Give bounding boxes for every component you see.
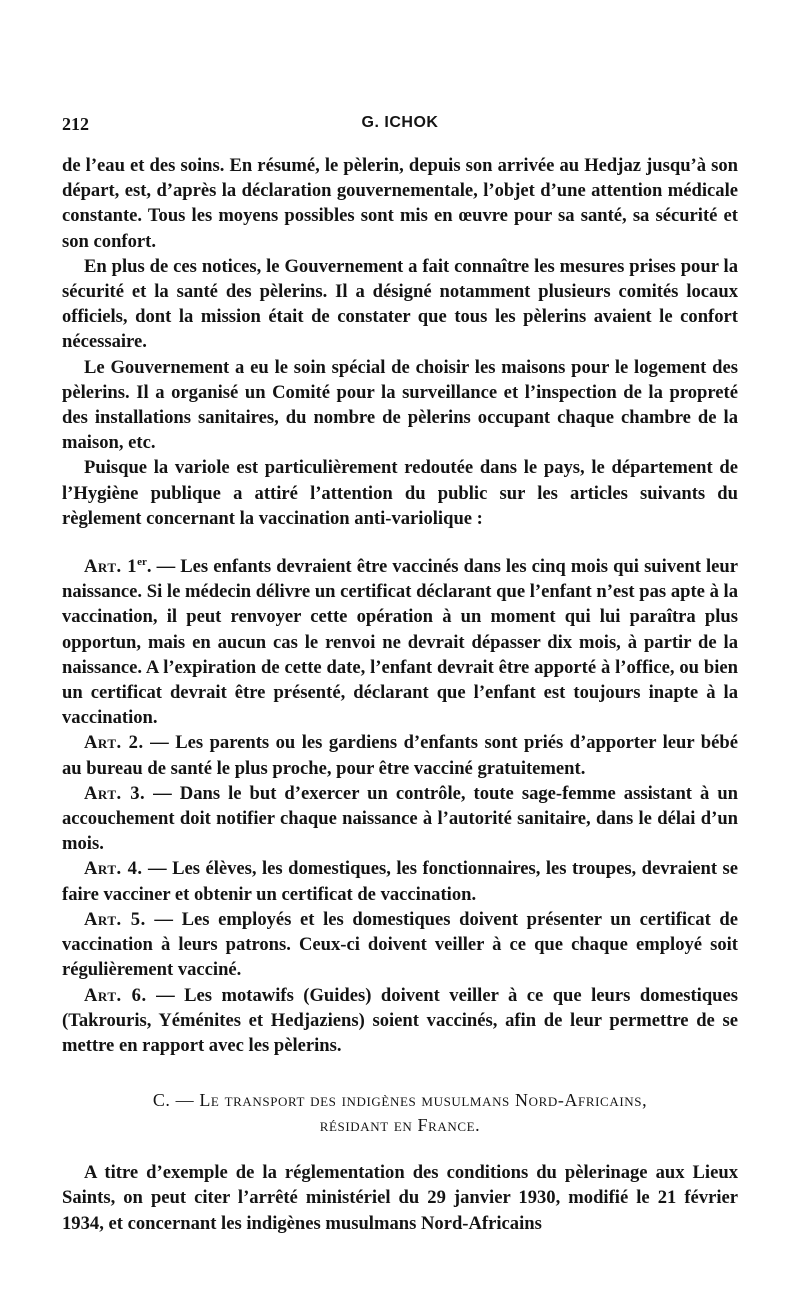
paragraph-variola: Puisque la variole est particulièrement redoutée dans le pays, le département de l’Hygiène publique a attiré l’attention du public sur les articles suivants du règlement concernant la vaccination anti-variolique : bbox=[62, 457, 738, 529]
paragraph-housing: Le Gouvernement a eu le soin spécial de choisir les maisons pour le logement des pèlerins. Il a organisé un Comité pour la surveillance et l’inspection de la propreté des installations sanitaires, du nombre de pèlerins occupant chaque chambre de la maison, etc. bbox=[62, 356, 738, 454]
article-label: Art. 6. bbox=[84, 984, 147, 1006]
article-2 bbox=[62, 730, 738, 780]
article-6 bbox=[62, 983, 738, 1059]
article-label: Art. 5. bbox=[84, 908, 146, 930]
article-4 bbox=[62, 856, 738, 906]
article-label: Art. 3. bbox=[84, 782, 146, 804]
paragraph-government-notices: En plus de ces notices, le Gouvernement a fait connaître les mesures prises pour la sécurité et la santé des pèlerins. Il a désigné notamment plusieurs comités locaux officiels, dont la mission était de constater que tous les pèlerins avaient le confort nécessaire. bbox=[62, 255, 738, 353]
article-5 bbox=[62, 907, 738, 983]
article-label: Art. 2. bbox=[84, 732, 144, 754]
page-number: 212 bbox=[62, 114, 89, 134]
paragraph-closing: A titre d’exemple de la réglementation des conditions du pèlerinage aux Lieux Saints, on peut citer l’arrêté ministériel du 29 janvier 1930, modifié le 21 février 1934, et concernant les indigènes musulmans Nord-Africains bbox=[62, 1162, 738, 1234]
section-heading-line-2: résidant en France. bbox=[319, 1115, 481, 1136]
article-label: Art. 1 bbox=[84, 556, 138, 578]
article-text: — Les élèves, les domestiques, les fonctionnaires, les troupes, devraient se faire vacciner et obtenir un certificat de vaccination. bbox=[62, 858, 738, 905]
article-superscript: er bbox=[137, 555, 147, 568]
article-text: . — Les enfants devraient être vaccinés dans les cinq mois qui suivent leur naissance. Si le médecin délivre un certificat déclarant que l’enfant n’est pas apte à la vaccination, il peut renvoyer cette opération à un moment qui lui paraîtra plus opportun, mais en aucun cas le renvoi ne devrait dépasser dix mois, à partir de la naissance. A l’expiration de cette date, l’enfant devrait être apporté à l’office, ou bien un certificat devrait être présenté, déclarant que l’enfant est toujours inapte à la vaccination. bbox=[62, 556, 739, 729]
spacer bbox=[62, 1138, 738, 1160]
page-body bbox=[62, 153, 738, 1236]
page-header bbox=[62, 114, 738, 140]
article-label: Art. 4. bbox=[84, 858, 143, 880]
article-text: — Dans le but d’exercer un contrôle, toute sage-femme assistant à un accouchement doit notifier chaque naissance à l’autorité sanitaire, dans le délai d’un mois. bbox=[62, 782, 739, 855]
spacer bbox=[62, 531, 738, 554]
article-text: — Les employés et les domestiques doivent présenter un certificat de vaccination à leurs patrons. Ceux-ci doivent veiller à ce que chaque employé soit régulièrement vacciné. bbox=[62, 908, 738, 981]
spacer bbox=[62, 1058, 738, 1088]
running-title: G. ICHOK bbox=[361, 114, 439, 131]
article-1 bbox=[62, 554, 738, 730]
article-text: — Les motawifs (Guides) doivent veiller à ce que leurs domestiques (Takrouris, Yéménites et Hedjaziens) soient vaccinés, afin de leur permettre de se mettre en rapport avec les pèlerins. bbox=[62, 984, 738, 1056]
article-text: — Les parents ou les gardiens d’enfants sont priés d’apporter leur bébé au bureau de santé le plus proche, pour être vacciné gratuitement. bbox=[62, 732, 738, 779]
paragraph-continuation: de l’eau et des soins. En résumé, le pèlerin, depuis son arrivée au Hedjaz jusqu’à son départ, est, d’après la déclaration gouvernementale, l’objet d’une attention médicale constante. Tous les moyens possibles sont mis en œuvre pour sa santé, sa sécurité et son confort. bbox=[62, 155, 738, 252]
article-3 bbox=[62, 781, 738, 857]
section-heading-line-1: C. — Le transport des indigènes musulmans Nord-Africains, bbox=[152, 1090, 648, 1111]
